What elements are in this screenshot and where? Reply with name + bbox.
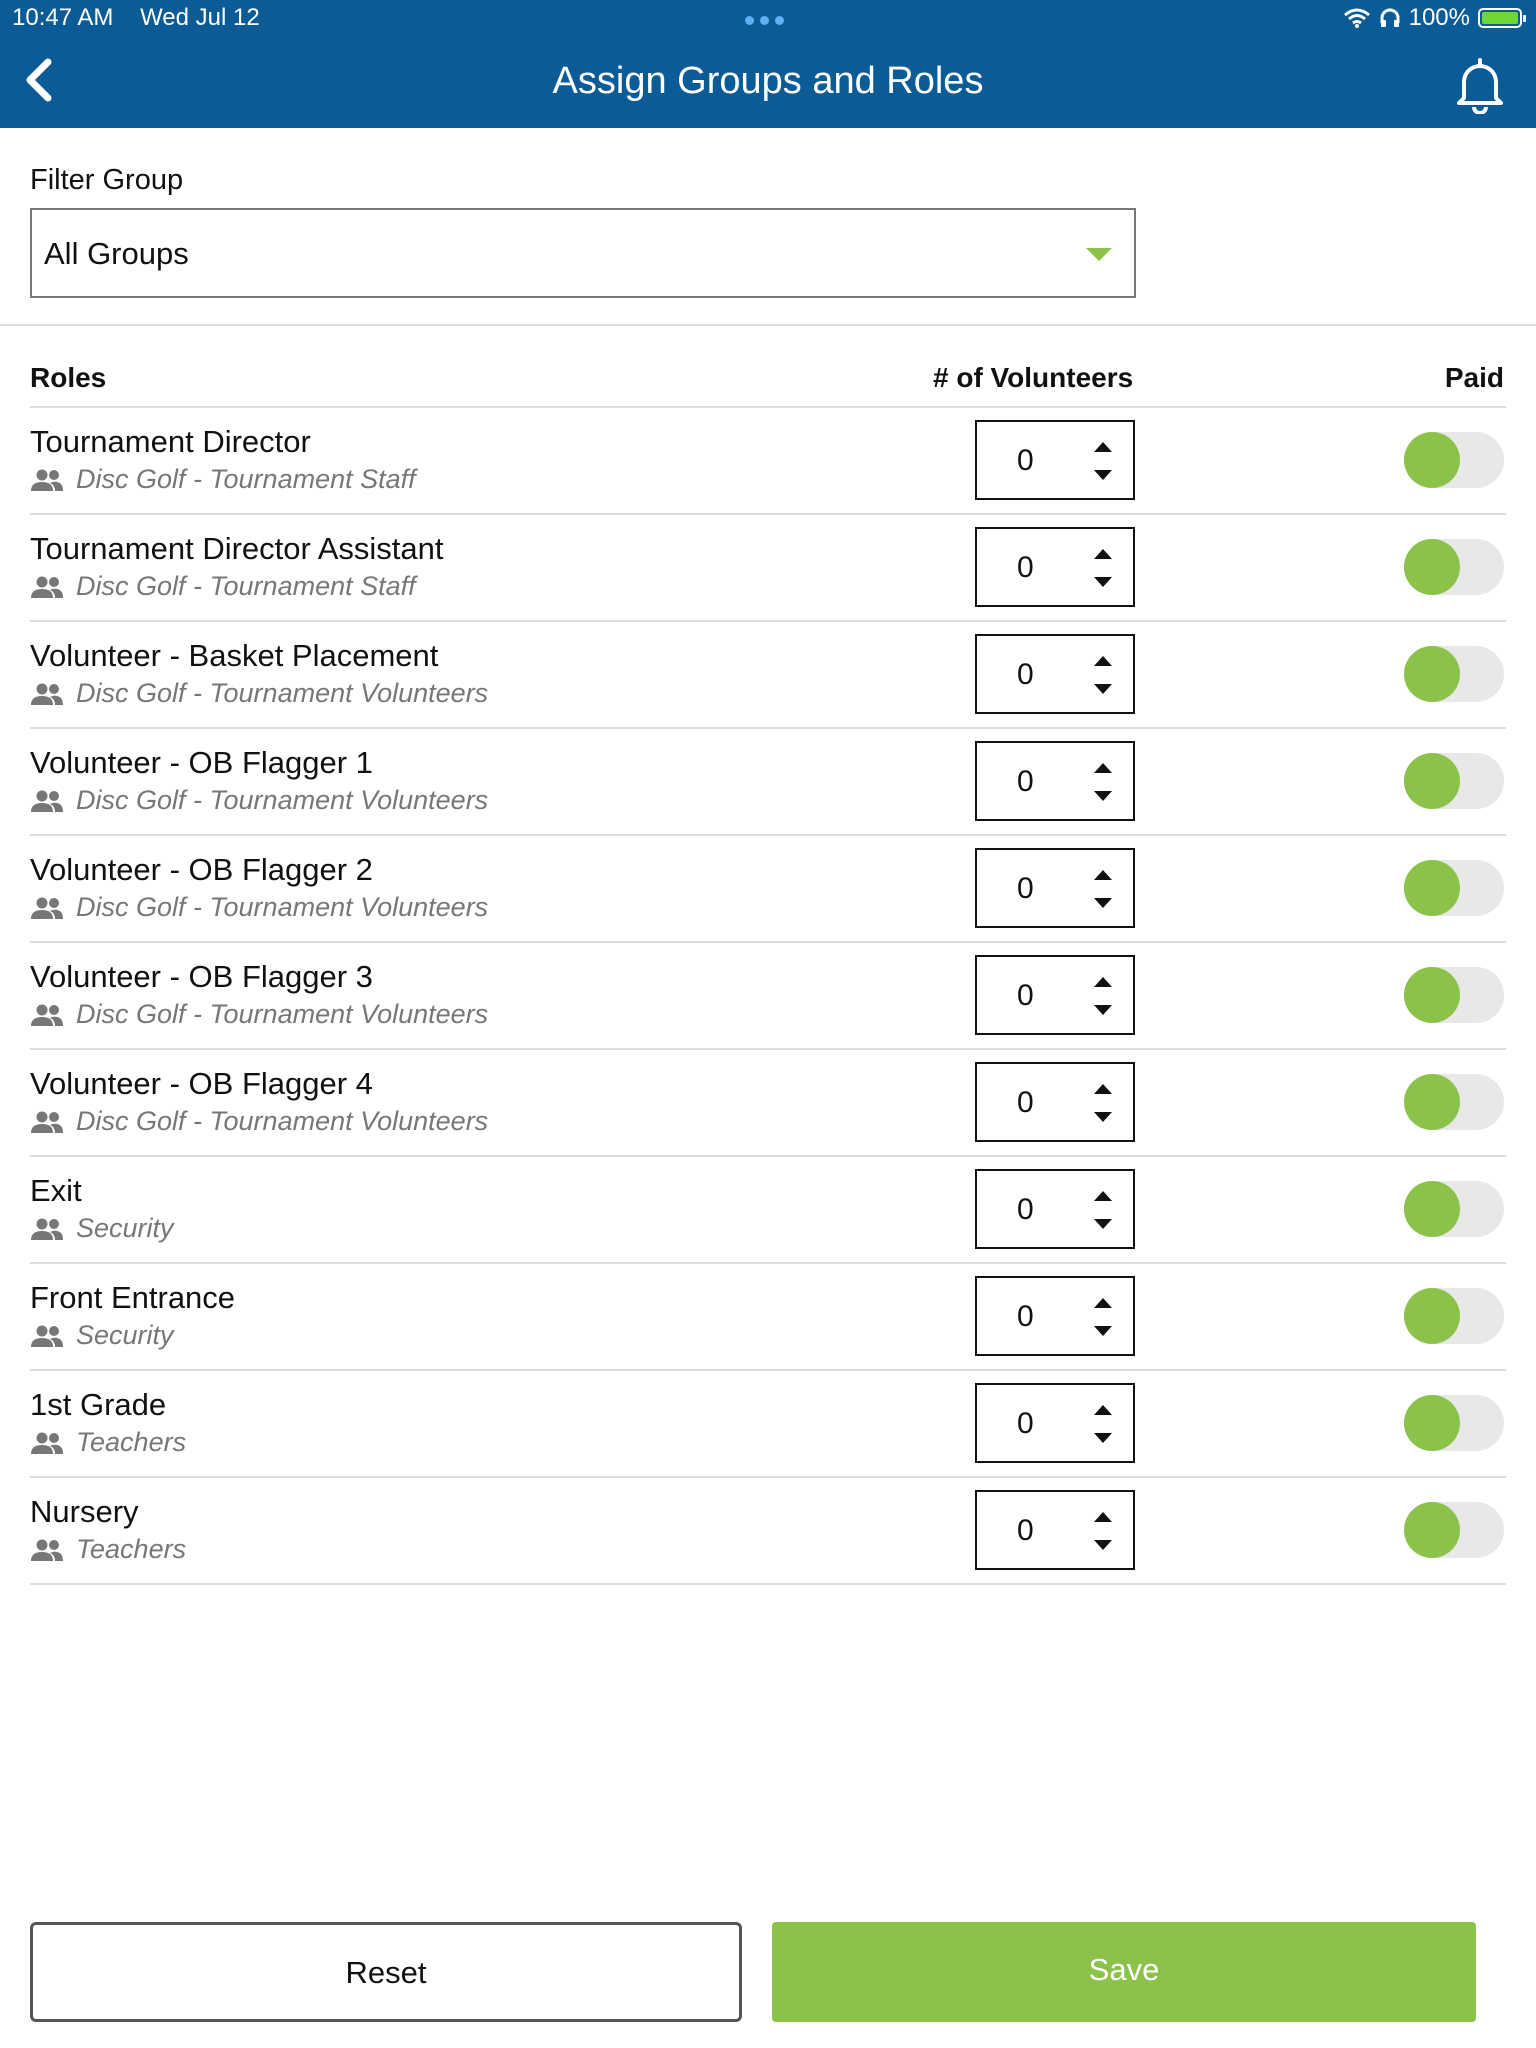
people-icon	[30, 468, 64, 492]
paid-toggle[interactable]	[1404, 967, 1504, 1023]
paid-toggle[interactable]	[1404, 1395, 1504, 1451]
status-bar-left	[12, 4, 280, 32]
role-group	[30, 1106, 488, 1137]
stepper-down-icon[interactable]	[1094, 791, 1112, 801]
role-group	[30, 999, 488, 1030]
volunteer-count-stepper[interactable]	[975, 527, 1135, 607]
caret-down-icon	[1086, 248, 1112, 261]
column-header-paid: Paid	[1444, 362, 1504, 393]
stepper-down-icon[interactable]	[1094, 577, 1112, 587]
people-icon	[30, 1003, 64, 1027]
stepper-up-icon[interactable]	[1094, 656, 1112, 666]
filter-group-select[interactable]	[30, 208, 1136, 298]
notifications-button[interactable]	[1454, 56, 1508, 114]
role-name: Volunteer - Basket Placement	[30, 638, 439, 673]
volunteer-count-stepper[interactable]	[975, 848, 1135, 928]
role-name: Exit	[30, 1173, 82, 1208]
role-group	[30, 1320, 174, 1351]
table-row	[30, 1478, 1506, 1585]
group-name: Teachers	[76, 1427, 187, 1457]
stepper-up-icon[interactable]	[1094, 763, 1112, 773]
battery-icon	[1478, 8, 1522, 28]
table-row	[30, 1050, 1506, 1157]
volunteer-count-value: 0	[1017, 658, 1034, 691]
volunteer-count-stepper[interactable]	[975, 1490, 1135, 1570]
stepper-down-icon[interactable]	[1094, 1326, 1112, 1336]
stepper-up-icon[interactable]	[1094, 870, 1112, 880]
stepper-up-icon[interactable]	[1094, 977, 1112, 987]
role-group	[30, 785, 488, 816]
toggle-knob	[1404, 1502, 1460, 1558]
volunteer-count-value: 0	[1017, 551, 1034, 584]
volunteer-count-value: 0	[1017, 1086, 1034, 1119]
volunteer-count-value: 0	[1017, 1300, 1034, 1333]
volunteer-count-stepper[interactable]	[975, 1062, 1135, 1142]
role-name: Volunteer - OB Flagger 4	[30, 1066, 373, 1101]
status-bar-right	[1343, 4, 1522, 32]
toggle-knob	[1404, 539, 1460, 595]
people-icon	[30, 789, 64, 813]
volunteer-count-value: 0	[1017, 872, 1034, 905]
paid-toggle[interactable]	[1404, 1074, 1504, 1130]
table-row	[30, 836, 1506, 943]
section-divider	[0, 324, 1536, 326]
volunteer-count-stepper[interactable]	[975, 1169, 1135, 1249]
stepper-down-icon[interactable]	[1094, 1005, 1112, 1015]
role-group	[30, 1534, 186, 1565]
status-time: 10:47 AM	[12, 4, 114, 31]
role-group	[30, 678, 488, 709]
people-icon	[30, 1431, 64, 1455]
toggle-knob	[1404, 432, 1460, 488]
column-header-volunteers: # of Volunteers	[933, 362, 1134, 393]
people-icon	[30, 575, 64, 599]
group-name: Disc Golf - Tournament Volunteers	[76, 999, 489, 1029]
column-header-roles: Roles	[30, 362, 107, 393]
stepper-up-icon[interactable]	[1094, 1084, 1112, 1094]
toggle-knob	[1404, 1181, 1460, 1237]
group-name: Disc Golf - Tournament Volunteers	[76, 785, 489, 815]
volunteer-count-value: 0	[1017, 1407, 1034, 1440]
role-name: Volunteer - OB Flagger 2	[30, 852, 373, 887]
role-group	[30, 892, 488, 923]
table-row	[30, 515, 1506, 622]
stepper-down-icon[interactable]	[1094, 470, 1112, 480]
bell-icon	[1454, 56, 1506, 114]
volunteer-count-value: 0	[1017, 1193, 1034, 1226]
people-icon	[30, 896, 64, 920]
wifi-icon	[1343, 7, 1371, 29]
multitasking-dots-icon[interactable]	[745, 16, 784, 25]
stepper-down-icon[interactable]	[1094, 684, 1112, 694]
paid-toggle[interactable]	[1404, 646, 1504, 702]
table-row	[30, 729, 1506, 836]
people-icon	[30, 1538, 64, 1562]
stepper-down-icon[interactable]	[1094, 1112, 1112, 1122]
page-title: Assign Groups and Roles	[552, 60, 984, 102]
status-date: Wed Jul 12	[140, 4, 260, 31]
role-name: Front Entrance	[30, 1280, 236, 1315]
role-name: Volunteer - OB Flagger 1	[30, 745, 373, 780]
stepper-up-icon[interactable]	[1094, 1405, 1112, 1415]
battery-percent: 100%	[1408, 4, 1470, 31]
table-row	[30, 1371, 1506, 1478]
stepper-up-icon[interactable]	[1094, 1191, 1112, 1201]
volunteer-count-stepper[interactable]	[975, 741, 1135, 821]
group-name: Disc Golf - Tournament Volunteers	[76, 1106, 489, 1136]
stepper-up-icon[interactable]	[1094, 1298, 1112, 1308]
volunteer-count-stepper[interactable]	[975, 420, 1135, 500]
save-button[interactable]: Save	[772, 1922, 1476, 2022]
group-name: Disc Golf - Tournament Volunteers	[76, 678, 489, 708]
group-name: Security	[76, 1320, 174, 1350]
people-icon	[30, 682, 64, 706]
toggle-knob	[1404, 967, 1460, 1023]
volunteer-count-stepper[interactable]	[975, 634, 1135, 714]
volunteer-count-stepper[interactable]	[975, 1383, 1135, 1463]
volunteer-count-value: 0	[1017, 1514, 1034, 1547]
role-name: Nursery	[30, 1494, 139, 1529]
toggle-knob	[1404, 753, 1460, 809]
paid-toggle[interactable]	[1404, 432, 1504, 488]
volunteer-count-value: 0	[1017, 444, 1034, 477]
stepper-up-icon[interactable]	[1094, 1512, 1112, 1522]
volunteer-count-value: 0	[1017, 765, 1034, 798]
table-row	[30, 943, 1506, 1050]
toggle-knob	[1404, 646, 1460, 702]
role-name: Volunteer - OB Flagger 3	[30, 959, 373, 994]
people-icon	[30, 1324, 64, 1348]
group-name: Teachers	[76, 1534, 187, 1564]
volunteer-count-value: 0	[1017, 979, 1034, 1012]
role-name: 1st Grade	[30, 1387, 167, 1422]
table-row	[30, 408, 1506, 515]
filter-group-value: All Groups	[44, 236, 189, 271]
paid-toggle[interactable]	[1404, 1181, 1504, 1237]
role-group	[30, 464, 416, 495]
role-group	[30, 1427, 186, 1458]
toggle-knob	[1404, 1395, 1460, 1451]
group-name: Disc Golf - Tournament Staff	[76, 464, 416, 494]
app-header	[0, 0, 1536, 128]
paid-toggle[interactable]	[1404, 1502, 1504, 1558]
toggle-knob	[1404, 860, 1460, 916]
stepper-down-icon[interactable]	[1094, 1540, 1112, 1550]
stepper-up-icon[interactable]	[1094, 549, 1112, 559]
filter-group-label: Filter Group	[30, 164, 184, 196]
role-group	[30, 571, 416, 602]
group-name: Security	[76, 1213, 174, 1243]
paid-toggle[interactable]	[1404, 860, 1504, 916]
role-group	[30, 1213, 174, 1244]
people-icon	[30, 1110, 64, 1134]
volunteer-count-stepper[interactable]	[975, 955, 1135, 1035]
reset-button[interactable]: Reset	[30, 1922, 742, 2022]
people-icon	[30, 1217, 64, 1241]
stepper-down-icon[interactable]	[1094, 1433, 1112, 1443]
stepper-up-icon[interactable]	[1094, 442, 1112, 452]
table-row	[30, 622, 1506, 729]
group-name: Disc Golf - Tournament Staff	[76, 571, 416, 601]
group-name: Disc Golf - Tournament Volunteers	[76, 892, 489, 922]
volunteer-count-stepper[interactable]	[975, 1276, 1135, 1356]
stepper-down-icon[interactable]	[1094, 1219, 1112, 1229]
headphones-icon	[1379, 7, 1401, 29]
stepper-down-icon[interactable]	[1094, 898, 1112, 908]
table-row	[30, 1157, 1506, 1264]
role-name: Tournament Director	[30, 424, 311, 459]
roles-list	[30, 408, 1506, 1585]
paid-toggle[interactable]	[1404, 539, 1504, 595]
role-name: Tournament Director Assistant	[30, 531, 444, 566]
table-row	[30, 1264, 1506, 1371]
toggle-knob	[1404, 1074, 1460, 1130]
paid-toggle[interactable]	[1404, 1288, 1504, 1344]
paid-toggle[interactable]	[1404, 753, 1504, 809]
toggle-knob	[1404, 1288, 1460, 1344]
